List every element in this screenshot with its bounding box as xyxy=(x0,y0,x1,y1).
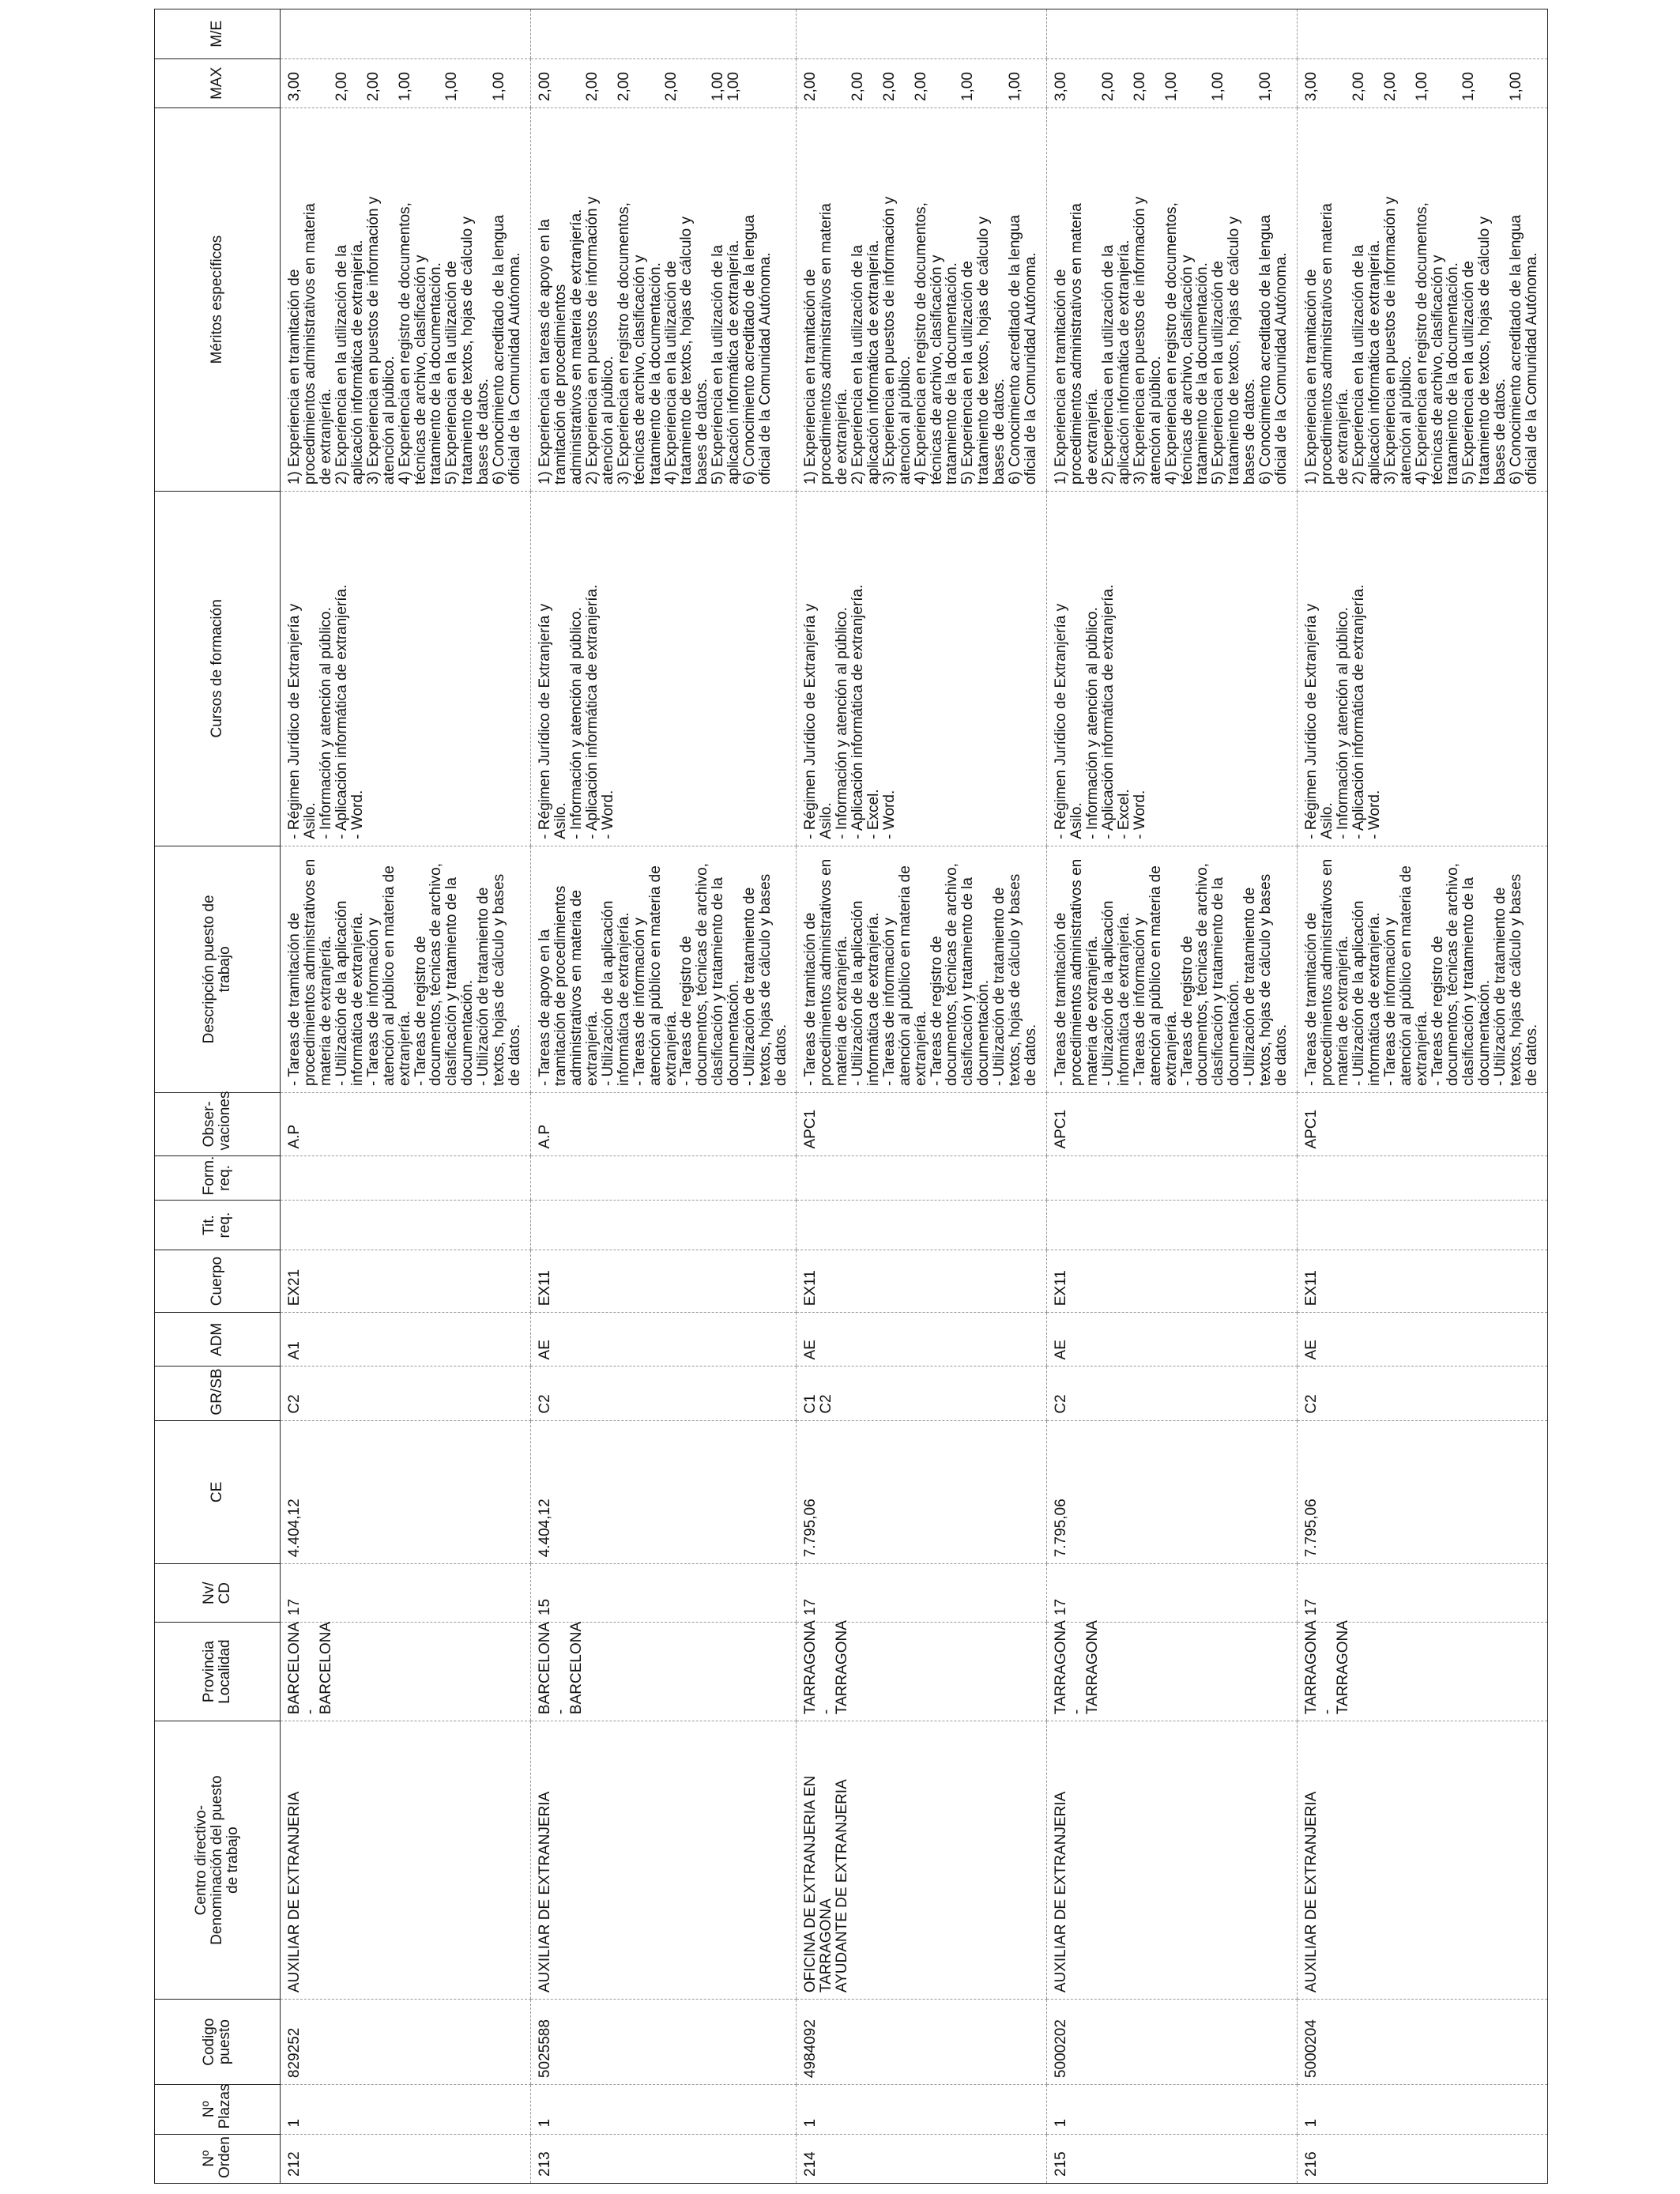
cell-me xyxy=(531,9,797,59)
table-row xyxy=(281,9,531,2184)
cell-cuerpo: EX21 xyxy=(281,1250,531,1313)
cell-ce: 4.404,12 xyxy=(281,1420,531,1564)
cell-me xyxy=(281,9,531,59)
cell-meritos: 1) Experiencia en tramitación de procedimientos administrativos en materia de extranjería. 2) Experiencia en la utilización de la aplicación informática de extranjería. 3) Experiencia en puestos de información y atención al público. 4) Experiencia en registro de documentos, técnicas de archivo, clasificación y tratamiento de la documentación. 5) Experiencia en la utilización de tratamiento de textos, hojas de cálculo y bases de datos. 6) Conocimiento acreditado de la lengua oficial de la Comunidad Autónoma. xyxy=(1298,108,1548,492)
cell-adm: AE xyxy=(797,1313,1047,1367)
centro-text: AUXILIAR DE EXTRANJERIA xyxy=(537,1791,553,1993)
cell-nivel: 17 xyxy=(1047,1564,1298,1623)
header-provincia: Provincia Localidad xyxy=(155,1623,281,1721)
header-cursos: Cursos de formación xyxy=(155,492,281,846)
header-obs: Obser- vaciones xyxy=(155,1093,281,1156)
cell-descripcion: - Tareas de tramitación de procedimientos administrativos en materia de extranjería. - Utilización de la aplicación informática de extranjería. - Tareas de información y atención al público en materia de extranjería. - Tareas de registro de documentos, técnicas de archivo, clasificación y tratamiento de la documentación. - Utilización de tratamiento de textos, hojas de cálculo y bases de datos. xyxy=(281,846,531,1092)
cell-orden: 214 xyxy=(797,2134,1047,2183)
header-cuerpo: Cuerpo xyxy=(155,1250,281,1313)
cell-provincia: TARRAGONA - TARRAGONA xyxy=(1298,1623,1548,1721)
header-codigo: Codigo puesto xyxy=(155,2000,281,2085)
cell-plazas: 1 xyxy=(281,2085,531,2134)
cell-me xyxy=(797,9,1047,59)
cell-meritos: 1) Experiencia en tareas de apoyo en la tramitación de procedimientos administrativos en materia de extranjería. 2) Experiencia en puestos de información y atención al público. 3) Experiencia en registro de documentos, técnicas de archivo, clasificación y tratamiento de la documentación. 4) Experiencia en la utilización de tratamiento de textos, hojas de cálculo y bases de datos. 5) Experiencia en la utilización de la aplicación informática de extranjería. 6) Conocimiento acreditado de la lengua oficial de la Comunidad Autónoma. xyxy=(531,108,797,492)
cell-tit xyxy=(797,1201,1047,1250)
cell-plazas: 1 xyxy=(1047,2085,1298,2134)
cell-provincia: BARCELONA - BARCELONA xyxy=(281,1623,531,1721)
cell-grsb: C2 xyxy=(1298,1367,1548,1420)
cell-obs: A.P xyxy=(531,1093,797,1156)
table-row xyxy=(1298,9,1548,2184)
cell-provincia: BARCELONA - BARCELONA xyxy=(531,1623,797,1721)
cell-meritos: 1) Experiencia en tramitación de procedimientos administrativos en materia de extranjería. 2) Experiencia en la utilización de la aplicación informática de extranjería. 3) Experiencia en puestos de información y atención al público. 4) Experiencia en registro de documentos, técnicas de archivo, clasificación y tratamiento de la documentación. 5) Experiencia en la utilización de tratamiento de textos, hojas de cálculo y bases de datos. 6) Conocimiento acreditado de la lengua oficial de la Comunidad Autónoma. xyxy=(1047,108,1298,492)
cell-grsb: C2 xyxy=(281,1367,531,1420)
cell-ce: 7.795,06 xyxy=(1298,1420,1548,1564)
section-heading: OFICINA DE EXTRANJERIA EN TARRAGONA xyxy=(802,1775,834,1993)
header-tit: Tit. req. xyxy=(155,1201,281,1250)
cell-cuerpo: EX11 xyxy=(531,1250,797,1313)
header-descripcion: Descripción puesto de trabajo xyxy=(155,846,281,1092)
cell-tit xyxy=(531,1201,797,1250)
cell-form xyxy=(797,1155,1047,1201)
cell-obs: APC1 xyxy=(797,1093,1047,1156)
cell-codigo: 5025588 xyxy=(531,2000,797,2085)
cell-descripcion: - Tareas de apoyo en la tramitación de procedimientos administrativos en materia de extranjería. - Utilización de la aplicación informática de extranjería. - Tareas de información y atención al público en materia de extranjería. - Tareas de registro de documentos, técnicas de archivo, clasificación y tratamiento de la documentación. - Utilización de tratamiento de textos, hojas de cálculo y bases de datos. xyxy=(531,846,797,1092)
cell-plazas: 1 xyxy=(1298,2085,1548,2134)
cell-adm: AE xyxy=(1298,1313,1548,1367)
cell-form xyxy=(1298,1155,1548,1201)
cell-codigo: 5000202 xyxy=(1047,2000,1298,2085)
cell-adm: A1 xyxy=(281,1313,531,1367)
cell-centro xyxy=(1298,1721,1548,2000)
cell-ce: 4.404,12 xyxy=(531,1420,797,1564)
cell-plazas: 1 xyxy=(531,2085,797,2134)
cell-orden: 215 xyxy=(1047,2134,1298,2183)
cell-grsb: C1 C2 xyxy=(797,1367,1047,1420)
cell-obs: APC1 xyxy=(1298,1093,1548,1156)
cell-max: 2,00 2,00 2,00 2,00 1,00 1,00 xyxy=(797,58,1047,107)
table-row xyxy=(1047,9,1298,2184)
table-row xyxy=(797,9,1047,2184)
header-nivel: Nv/ CD xyxy=(155,1564,281,1623)
cell-meritos: 1) Experiencia en tramitación de procedimientos administrativos en materia de extranjería. 2) Experiencia en la utilización de la aplicación informática de extranjería. 3) Experiencia en puestos de información y atención al público. 4) Experiencia en registro de documentos, técnicas de archivo, clasificación y tratamiento de la documentación. 5) Experiencia en la utilización de tratamiento de textos, hojas de cálculo y bases de datos. 6) Conocimiento acreditado de la lengua oficial de la Comunidad Autónoma. xyxy=(281,108,531,492)
header-grsb: GR/SB xyxy=(155,1367,281,1420)
header-row xyxy=(155,9,281,2184)
cell-cuerpo: EX11 xyxy=(797,1250,1047,1313)
cell-cursos: - Régimen Jurídico de Extranjería y Asilo. - Información y atención al público. - Aplicación informática de extranjería. - Word. xyxy=(281,492,531,846)
centro-text: AUXILIAR DE EXTRANJERIA xyxy=(286,1791,303,1993)
cell-cuerpo: EX11 xyxy=(1298,1250,1548,1313)
cell-max: 3,00 2,00 2,00 1,00 1,00 1,00 xyxy=(281,58,531,107)
cell-descripcion: - Tareas de tramitación de procedimientos administrativos en materia de extranjería. - Utilización de la aplicación informática de extranjería. - Tareas de información y atención al público en materia de extranjería. - Tareas de registro de documentos, técnicas de archivo, clasificación y tratamiento de la documentación. - Utilización de tratamiento de textos, hojas de cálculo y bases de datos. xyxy=(797,846,1047,1092)
cell-nivel: 17 xyxy=(281,1564,531,1623)
cell-max: 2,00 2,00 2,00 2,00 1,00 1,00 xyxy=(531,58,797,107)
cell-centro xyxy=(531,1721,797,2000)
cell-adm: AE xyxy=(1047,1313,1298,1367)
header-plazas: Nº Plazas xyxy=(155,2085,281,2134)
cell-descripcion: - Tareas de tramitación de procedimientos administrativos en materia de extranjería. - Utilización de la aplicación informática de extranjería. - Tareas de información y atención al público en materia de extranjería. - Tareas de registro de documentos, técnicas de archivo, clasificación y tratamiento de la documentación. - Utilización de tratamiento de textos, hojas de cálculo y bases de datos. xyxy=(1047,846,1298,1092)
centro-text: AUXILIAR DE EXTRANJERIA xyxy=(1303,1791,1320,1993)
cell-centro xyxy=(281,1721,531,2000)
cell-form xyxy=(531,1155,797,1201)
cell-cursos: - Régimen Jurídico de Extranjería y Asilo. - Información y atención al público. - Aplicación informática de extranjería. - Excel. - Word. xyxy=(1047,492,1298,846)
cell-centro xyxy=(797,1721,1047,2000)
cell-obs: APC1 xyxy=(1047,1093,1298,1156)
cell-orden: 212 xyxy=(281,2134,531,2183)
cell-cursos: - Régimen Jurídico de Extranjería y Asilo. - Información y atención al público. - Aplicación informática de extranjería. - Word. xyxy=(531,492,797,846)
cell-nivel: 15 xyxy=(531,1564,797,1623)
cell-nivel: 17 xyxy=(1298,1564,1548,1623)
header-me: M/E xyxy=(155,9,281,59)
cell-grsb: C2 xyxy=(531,1367,797,1420)
cell-provincia: TARRAGONA - TARRAGONA xyxy=(797,1623,1047,1721)
cell-cuerpo: EX11 xyxy=(1047,1250,1298,1313)
cell-codigo: 5000204 xyxy=(1298,2000,1548,2085)
cell-grsb: C2 xyxy=(1047,1367,1298,1420)
cell-ce: 7.795,06 xyxy=(1047,1420,1298,1564)
cell-tit xyxy=(281,1201,531,1250)
header-orden: Nº Orden xyxy=(155,2134,281,2183)
cell-codigo: 829252 xyxy=(281,2000,531,2085)
centro-text: AUXILIAR DE EXTRANJERIA xyxy=(1053,1791,1069,1993)
cell-orden: 213 xyxy=(531,2134,797,2183)
cell-me xyxy=(1298,9,1548,59)
cell-max: 3,00 2,00 2,00 1,00 1,00 1,00 xyxy=(1047,58,1298,107)
cell-nivel: 17 xyxy=(797,1564,1047,1623)
cell-meritos: 1) Experiencia en tramitación de procedimientos administrativos en materia de extranjería. 2) Experiencia en la utilización de la aplicación informática de extranjería. 3) Experiencia en puestos de información y atención al público. 4) Experiencia en registro de documentos, técnicas de archivo, clasificación y tratamiento de la documentación. 5) Experiencia en la utilización de tratamiento de textos, hojas de cálculo y bases de datos. 6) Conocimiento acreditado de la lengua oficial de la Comunidad Autónoma. xyxy=(797,108,1047,492)
header-adm: ADM xyxy=(155,1313,281,1367)
cell-me xyxy=(1047,9,1298,59)
header-ce: CE xyxy=(155,1420,281,1564)
cell-cursos: - Régimen Jurídico de Extranjería y Asilo. - Información y atención al público. - Aplicación informática de extranjería. - Word. xyxy=(1298,492,1548,846)
cell-form xyxy=(281,1155,531,1201)
cell-orden: 216 xyxy=(1298,2134,1548,2183)
cell-centro xyxy=(1047,1721,1298,2000)
header-form: Form. req. xyxy=(155,1155,281,1201)
cell-adm: AE xyxy=(531,1313,797,1367)
job-positions-table xyxy=(154,9,1548,2184)
cell-max: 3,00 2,00 2,00 1,00 1,00 1,00 xyxy=(1298,58,1548,107)
cell-obs: A.P xyxy=(281,1093,531,1156)
cell-form xyxy=(1047,1155,1298,1201)
centro-text: AYUDANTE DE EXTRANJERIA xyxy=(833,1779,850,1993)
table-row xyxy=(531,9,797,2184)
header-max: MAX xyxy=(155,58,281,107)
cell-provincia: TARRAGONA - TARRAGONA xyxy=(1047,1623,1298,1721)
header-centro: Centro directivo- Denominación del puesto de trabajo xyxy=(155,1721,281,2000)
cell-tit xyxy=(1047,1201,1298,1250)
cell-cursos: - Régimen Jurídico de Extranjería y Asilo. - Información y atención al público. - Aplicación informática de extranjería. - Excel. - Word. xyxy=(797,492,1047,846)
header-meritos: Méritos específicos xyxy=(155,108,281,492)
cell-plazas: 1 xyxy=(797,2085,1047,2134)
cell-descripcion: - Tareas de tramitación de procedimientos administrativos en materia de extranjería. - Utilización de la aplicación informática de extranjería. - Tareas de información y atención al público en materia de extranjería. - Tareas de registro de documentos, técnicas de archivo, clasificación y tratamiento de la documentación. - Utilización de tratamiento de textos, hojas de cálculo y bases de datos. xyxy=(1298,846,1548,1092)
cell-tit xyxy=(1298,1201,1548,1250)
cell-ce: 7.795,06 xyxy=(797,1420,1047,1564)
cell-codigo: 4984092 xyxy=(797,2000,1047,2085)
